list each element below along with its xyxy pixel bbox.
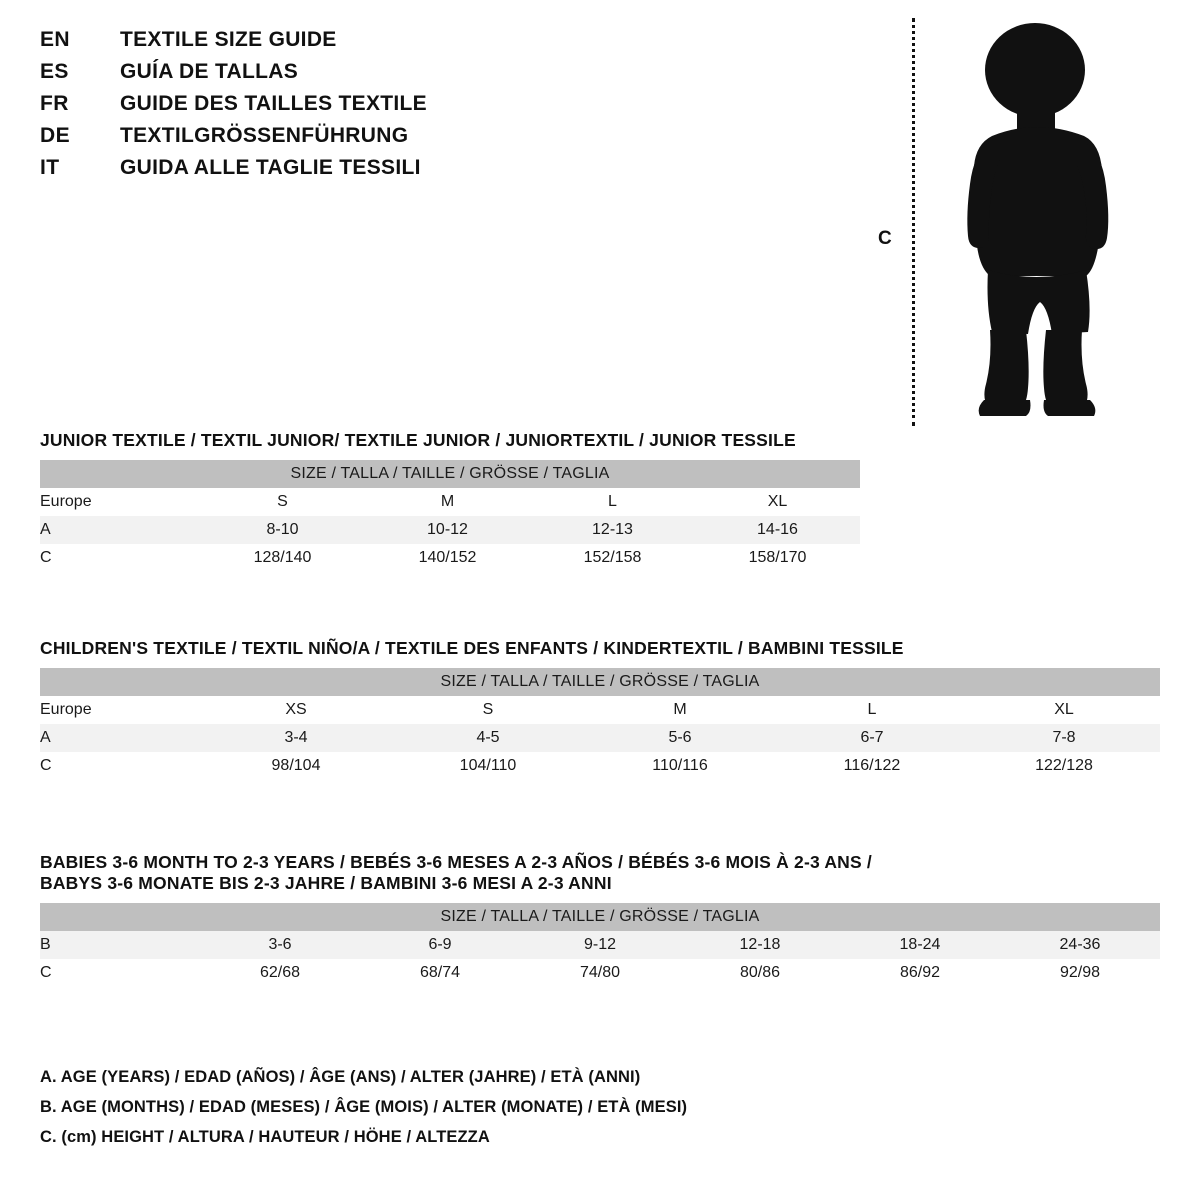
language-row bbox=[40, 92, 600, 124]
language-title: TEXTILGRÖSSENFÜHRUNG bbox=[120, 124, 409, 147]
table-cell: 6-7 bbox=[776, 724, 968, 752]
table-band-label: SIZE / TALLA / TAILLE / GRÖSSE / TAGLIA bbox=[40, 668, 1160, 696]
table-cell: 74/80 bbox=[520, 959, 680, 987]
table-cell: 9-12 bbox=[520, 931, 680, 959]
table-header-size: L bbox=[530, 488, 695, 516]
table-cell: 62/68 bbox=[200, 959, 360, 987]
table-header-size: XL bbox=[968, 696, 1160, 724]
table-cell: 68/74 bbox=[360, 959, 520, 987]
table-cell: 158/170 bbox=[695, 544, 860, 572]
table-cell: 128/140 bbox=[200, 544, 365, 572]
row-label: A bbox=[40, 724, 200, 752]
size-table-children bbox=[40, 668, 1160, 780]
language-code: DE bbox=[40, 124, 70, 147]
language-title: GUIDE DES TAILLES TEXTILE bbox=[120, 92, 427, 115]
language-title-block bbox=[40, 28, 600, 188]
height-measure-label: C bbox=[878, 228, 892, 249]
table-header-region: Europe bbox=[40, 696, 200, 724]
section-title-line1: BABIES 3-6 MONTH TO 2-3 YEARS / BEBÉS 3-6 MESES A 2-3 AÑOS / BÉBÉS 3-6 MOIS À 2-3 ANS / bbox=[40, 852, 872, 872]
language-title: GUÍA DE TALLAS bbox=[120, 60, 299, 83]
table-cell: 110/116 bbox=[584, 752, 776, 780]
language-code: ES bbox=[40, 60, 69, 83]
row-label: C bbox=[40, 959, 200, 987]
language-code: IT bbox=[40, 156, 60, 179]
section-babies-textile bbox=[40, 852, 1160, 987]
table-cell: 116/122 bbox=[776, 752, 968, 780]
section-title: JUNIOR TEXTILE / TEXTIL JUNIOR/ TEXTILE JUNIOR / JUNIORTEXTIL / JUNIOR TESSILE bbox=[40, 430, 796, 450]
table-cell: 92/98 bbox=[1000, 959, 1160, 987]
child-silhouette-icon bbox=[932, 18, 1122, 433]
row-label: C bbox=[40, 752, 200, 780]
section-title: CHILDREN'S TEXTILE / TEXTIL NIÑO/A / TEXTILE DES ENFANTS / KINDERTEXTIL / BAMBINI TESSILE bbox=[40, 638, 904, 658]
table-header-row bbox=[40, 696, 1160, 724]
language-title: GUIDA ALLE TAGLIE TESSILI bbox=[120, 156, 421, 179]
size-table-babies bbox=[40, 903, 1160, 987]
table-band-row bbox=[40, 903, 1160, 931]
table-row bbox=[40, 544, 860, 572]
table-cell: 18-24 bbox=[840, 931, 1000, 959]
table-header-size: S bbox=[200, 488, 365, 516]
table-band-label: SIZE / TALLA / TAILLE / GRÖSSE / TAGLIA bbox=[40, 903, 1160, 931]
table-cell: 5-6 bbox=[584, 724, 776, 752]
size-table-junior bbox=[40, 460, 860, 572]
table-row bbox=[40, 516, 860, 544]
section-children-textile bbox=[40, 638, 1160, 780]
table-header-size: XL bbox=[695, 488, 860, 516]
table-cell: 122/128 bbox=[968, 752, 1160, 780]
table-header-size: M bbox=[365, 488, 530, 516]
table-cell: 98/104 bbox=[200, 752, 392, 780]
footnote-height: C. (cm) HEIGHT / ALTURA / HAUTEUR / HÖHE / ALTEZZA bbox=[40, 1128, 490, 1146]
language-row bbox=[40, 124, 600, 156]
height-measure-figure bbox=[878, 10, 1140, 430]
table-cell: 86/92 bbox=[840, 959, 1000, 987]
section-junior-textile bbox=[40, 430, 860, 572]
table-cell: 7-8 bbox=[968, 724, 1160, 752]
table-row bbox=[40, 724, 1160, 752]
table-header-size: S bbox=[392, 696, 584, 724]
language-title: TEXTILE SIZE GUIDE bbox=[120, 28, 337, 51]
language-code: FR bbox=[40, 92, 69, 115]
table-cell: 14-16 bbox=[695, 516, 860, 544]
table-cell: 12-18 bbox=[680, 931, 840, 959]
table-cell: 4-5 bbox=[392, 724, 584, 752]
table-cell: 3-4 bbox=[200, 724, 392, 752]
footnotes-block bbox=[40, 1068, 687, 1158]
table-band-row bbox=[40, 460, 860, 488]
table-cell: 10-12 bbox=[365, 516, 530, 544]
footnote-age-years: A. AGE (YEARS) / EDAD (AÑOS) / ÂGE (ANS) / ALTER (JAHRE) / ETÀ (ANNI) bbox=[40, 1068, 641, 1086]
table-band-row bbox=[40, 668, 1160, 696]
table-header-row bbox=[40, 488, 860, 516]
table-cell: 80/86 bbox=[680, 959, 840, 987]
footnote-age-months: B. AGE (MONTHS) / EDAD (MESES) / ÂGE (MOIS) / ALTER (MONATE) / ETÀ (MESI) bbox=[40, 1098, 688, 1116]
table-header-size: L bbox=[776, 696, 968, 724]
language-row bbox=[40, 156, 600, 188]
table-band-label: SIZE / TALLA / TAILLE / GRÖSSE / TAGLIA bbox=[40, 460, 860, 488]
table-cell: 152/158 bbox=[530, 544, 695, 572]
row-label: A bbox=[40, 516, 200, 544]
section-title bbox=[40, 852, 1160, 894]
table-cell: 6-9 bbox=[360, 931, 520, 959]
language-row bbox=[40, 28, 600, 60]
table-row bbox=[40, 959, 1160, 987]
language-row bbox=[40, 60, 600, 92]
row-label: C bbox=[40, 544, 200, 572]
table-header-region: Europe bbox=[40, 488, 200, 516]
section-title-line2: BABYS 3-6 MONATE BIS 2-3 JAHRE / BAMBINI 3-6 MESI A 2-3 ANNI bbox=[40, 873, 612, 893]
table-cell: 104/110 bbox=[392, 752, 584, 780]
table-header-size: M bbox=[584, 696, 776, 724]
table-cell: 8-10 bbox=[200, 516, 365, 544]
table-cell: 24-36 bbox=[1000, 931, 1160, 959]
table-header-size: XS bbox=[200, 696, 392, 724]
table-row bbox=[40, 931, 1160, 959]
measure-dashed-line bbox=[912, 18, 915, 426]
language-code: EN bbox=[40, 28, 70, 51]
table-cell: 12-13 bbox=[530, 516, 695, 544]
table-row bbox=[40, 752, 1160, 780]
table-cell: 3-6 bbox=[200, 931, 360, 959]
row-label: B bbox=[40, 931, 200, 959]
table-cell: 140/152 bbox=[365, 544, 530, 572]
